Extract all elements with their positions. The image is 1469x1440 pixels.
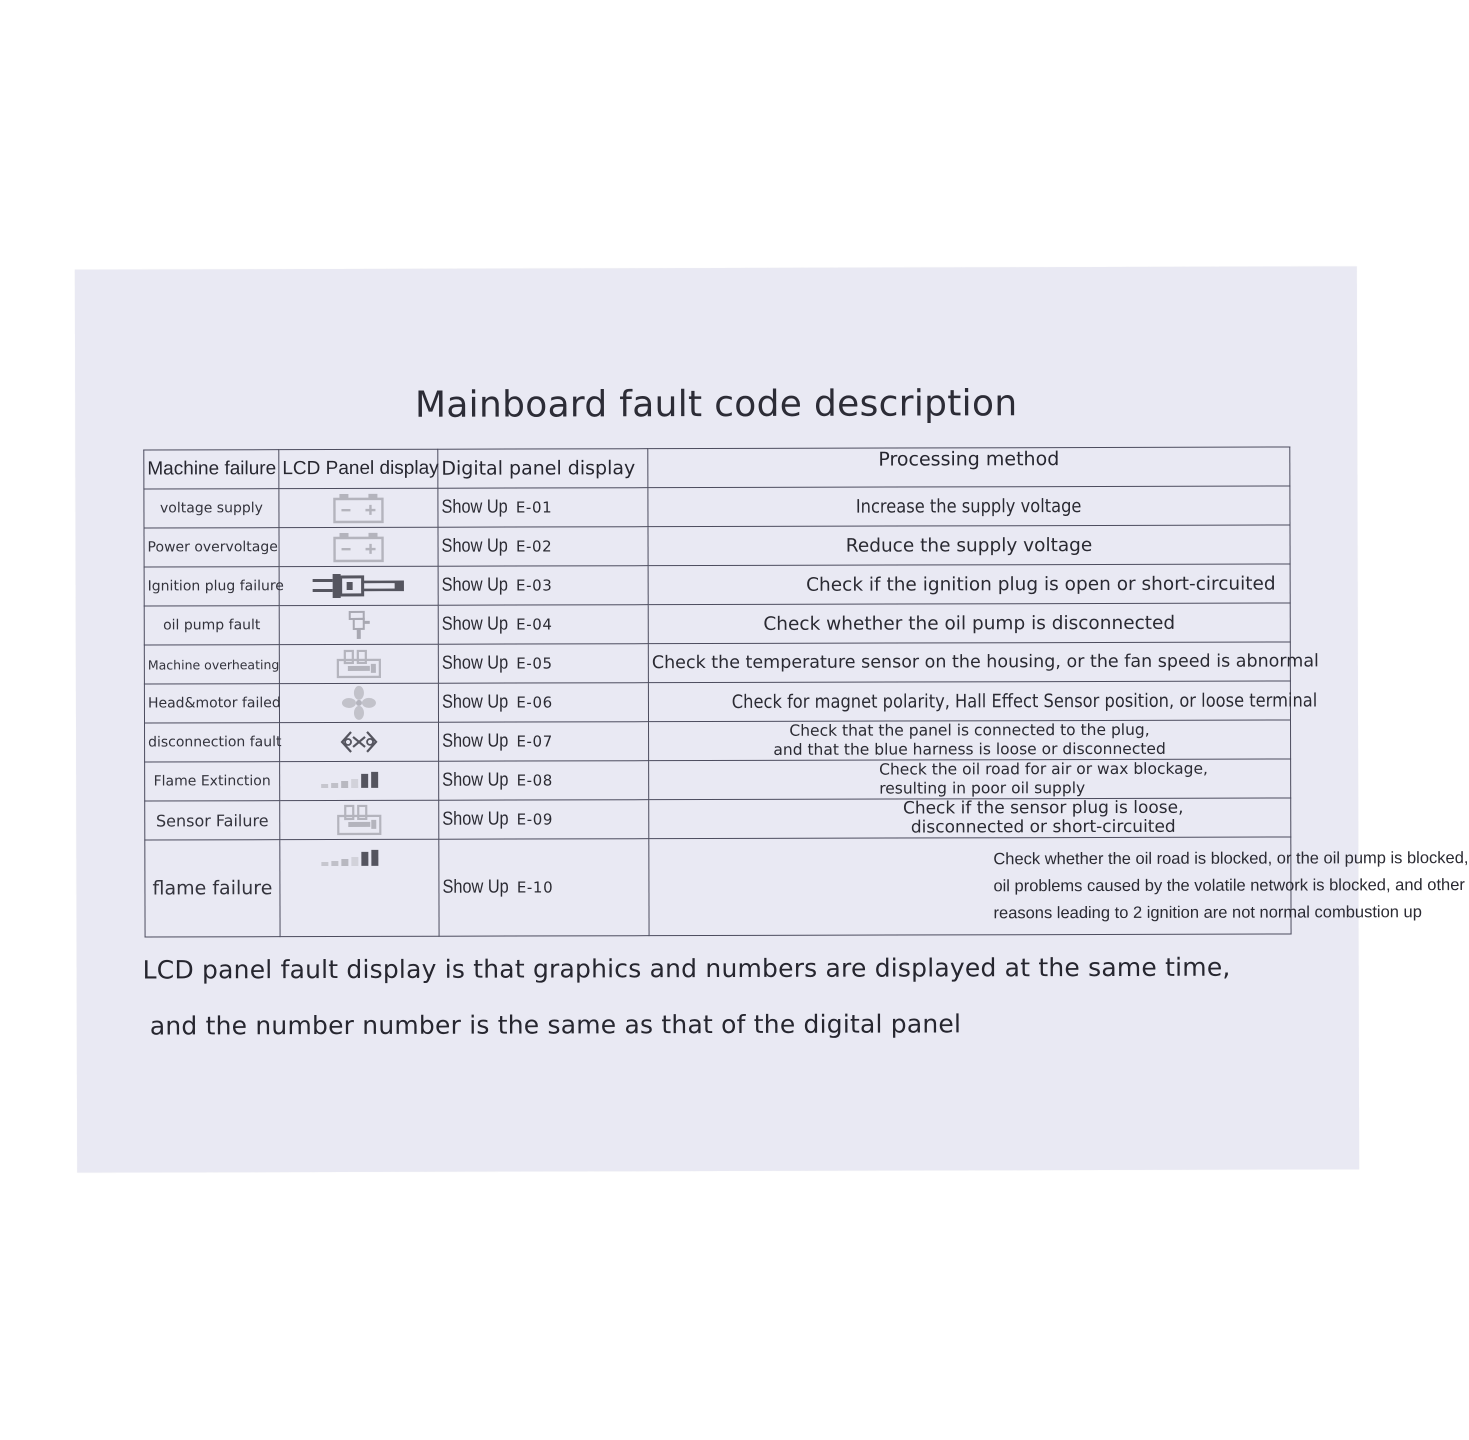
battery-icon xyxy=(330,492,386,524)
fan-icon xyxy=(341,686,377,720)
digital-code: Show Up E-08 xyxy=(439,761,649,801)
table-row xyxy=(144,681,1290,723)
lcd-cell xyxy=(280,722,439,761)
table-row xyxy=(145,759,1291,801)
lcd-cell xyxy=(280,839,439,936)
oil-pump-icon xyxy=(344,609,374,641)
table-row xyxy=(144,603,1290,645)
processing-method: Reduce the supply voltage xyxy=(648,525,1290,566)
table-row xyxy=(145,720,1291,762)
digital-code: Show Up E-10 xyxy=(439,839,649,937)
processing-method: Check if the ignition plug is open or short-circuited xyxy=(648,564,1290,605)
document-title: Mainboard fault code description xyxy=(414,383,1018,426)
processing-method: Check whether the oil road is blocked, or the oil pump is blocked, oil problems caused by the volatile network is blocked, and other reasons leading to 2 ignition are not normal combustion up xyxy=(649,837,1291,936)
table-row xyxy=(145,798,1291,840)
processing-method: Check if the sensor plug is loose, disconnected or short-circuited xyxy=(649,798,1291,839)
processing-method: Check for magnet polarity, Hall Effect Sensor position, or loose terminal xyxy=(648,681,1290,722)
header-lcd-panel: LCD Panel display xyxy=(279,449,438,488)
processing-method: Check whether the oil pump is disconnected xyxy=(648,603,1290,644)
digital-code: Show Up E-05 xyxy=(438,644,648,684)
lcd-cell xyxy=(279,605,438,644)
flame-level-icon xyxy=(319,848,399,870)
lcd-cell xyxy=(279,488,438,527)
header-machine-failure: Machine failure xyxy=(144,450,279,489)
digital-code: Show Up E-07 xyxy=(439,722,649,762)
processing-method: Increase the supply voltage xyxy=(648,486,1290,527)
ignition-plug-icon xyxy=(311,571,407,601)
heater-housing-icon xyxy=(334,648,384,680)
note-line-2: and the number number is the same as that of the digital panel xyxy=(149,1009,962,1041)
failure-name: flame failure xyxy=(145,840,280,937)
table-row xyxy=(144,564,1290,606)
digital-code: Show Up E-02 xyxy=(438,527,648,567)
header-digital-panel: Digital panel display xyxy=(438,449,648,489)
lcd-cell xyxy=(279,683,438,722)
processing-method: Check that the panel is connected to the plug, and that the blue harness is loose or disconnected xyxy=(649,720,1291,761)
failure-name: voltage supply xyxy=(144,489,279,528)
flame-level-icon xyxy=(319,770,399,792)
battery-icon xyxy=(331,531,387,563)
processing-method: Check the oil road for air or wax blockage, resulting in poor oil supply xyxy=(649,759,1291,800)
digital-code: Show Up E-01 xyxy=(438,488,648,528)
digital-code: Show Up E-03 xyxy=(438,566,648,606)
digital-code: Show Up E-09 xyxy=(439,800,649,840)
note-line-1: LCD panel fault display is that graphics and numbers are displayed at the same time, xyxy=(142,952,1231,985)
lcd-cell xyxy=(279,644,438,683)
table-row xyxy=(144,486,1290,528)
lcd-cell xyxy=(279,566,438,605)
failure-name: oil pump fault xyxy=(144,606,279,645)
failure-name: disconnection fault xyxy=(145,723,280,762)
digital-code: Show Up E-04 xyxy=(438,605,648,645)
table-row xyxy=(145,837,1291,937)
failure-name: Ignition plug failure xyxy=(144,567,279,606)
lcd-cell xyxy=(280,800,439,839)
lcd-cell xyxy=(280,761,439,800)
document-sheet xyxy=(75,266,1469,1172)
failure-name: Sensor Failure xyxy=(145,801,280,840)
failure-name: Flame Extinction xyxy=(145,762,280,801)
failure-name: Power overvoltage xyxy=(144,528,279,567)
table-row xyxy=(144,642,1290,684)
lcd-cell xyxy=(279,527,438,566)
failure-name: Machine overheating xyxy=(144,645,279,684)
table-row xyxy=(144,525,1290,567)
heater-housing-icon xyxy=(334,802,384,838)
fault-code-table xyxy=(143,446,1469,937)
processing-method: Check the temperature sensor on the housing, or the fan speed is abnormal xyxy=(648,642,1290,683)
failure-name: Head&motor failed xyxy=(144,684,279,723)
digital-code: Show Up E-06 xyxy=(438,683,648,723)
table-header-row xyxy=(144,447,1290,489)
header-processing-method: Processing method xyxy=(648,447,1290,488)
disconnection-icon xyxy=(337,727,381,757)
